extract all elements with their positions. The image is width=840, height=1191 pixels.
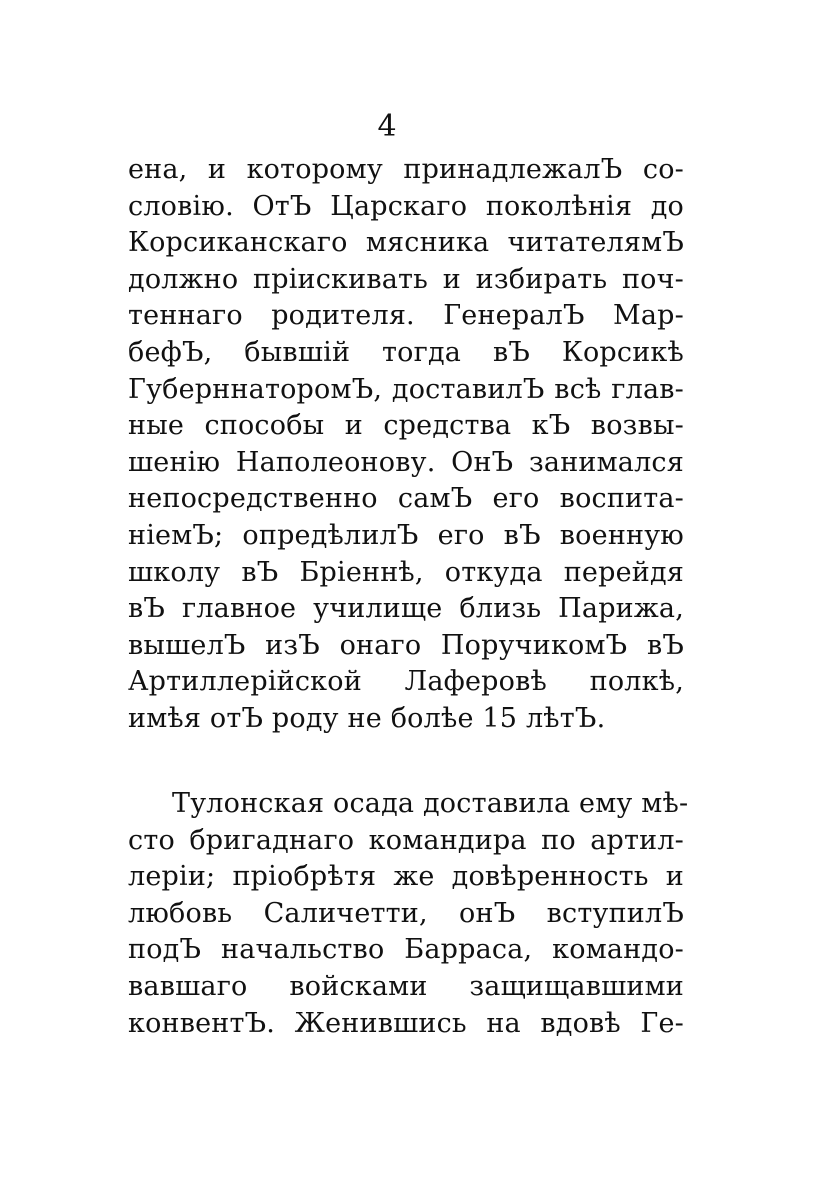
text-line: любовь Саличетти, онЪ вступилЪ [128,897,684,929]
paragraph-2 [128,786,689,1042]
text-line: Артиллерійской Лаферовѣ полкѣ, [128,666,684,698]
page-number: 4 [377,109,397,144]
text-line: имѣя отЪ роду не болѣе 15 лѣтЪ. [128,702,606,734]
text-line: Тулонская осада доставила ему мѣ- [172,788,689,819]
text-line: бефЪ, бывшій тогда вЪ Корсикѣ [128,336,684,368]
text-line: теннаго родителя. ГенералЪ Мар- [128,300,684,332]
text-line: вышелЪ изЪ онаго ПоручикомЪ вЪ [128,629,684,661]
text-line: сто бригаднаго командира по артил- [128,824,684,856]
text-line: ена, и которому принадлежалЪ со- [128,154,684,185]
text-line: школу вЪ Бріеннѣ, откуда перейдя [128,556,684,588]
text-line: непосредственно самЪ его воспита- [128,483,684,515]
text-line: леріи; пріобрѣтя же довѣренность и [128,861,684,893]
text-line: Корсиканскаго мясника читателямЪ [128,227,684,259]
text-line: шенію Наполеонову. ОнЪ занимался [128,446,684,478]
paragraph-1 [128,152,684,738]
text-line: вавшаго войсками защищавшими [128,970,684,1002]
text-line: ГуберннаторомЪ, доставилЪ всѣ глав- [128,373,684,405]
text-line: ніемЪ; опредѣлилЪ его вЪ военную [128,519,684,551]
text-line: ные способы и средства кЪ возвы- [128,410,684,442]
text-line: должно пріискивать и избирать поч- [128,263,684,295]
text-line: словію. ОтЪ Царскаго поколѣнія до [128,190,684,222]
text-line: подЪ начальство Барраса, командо- [128,934,684,966]
text-line: конвентЪ. Женившись на вдовѣ Ге- [128,1007,684,1039]
text-line: вЪ главное училище близь Парижа, [128,593,684,625]
